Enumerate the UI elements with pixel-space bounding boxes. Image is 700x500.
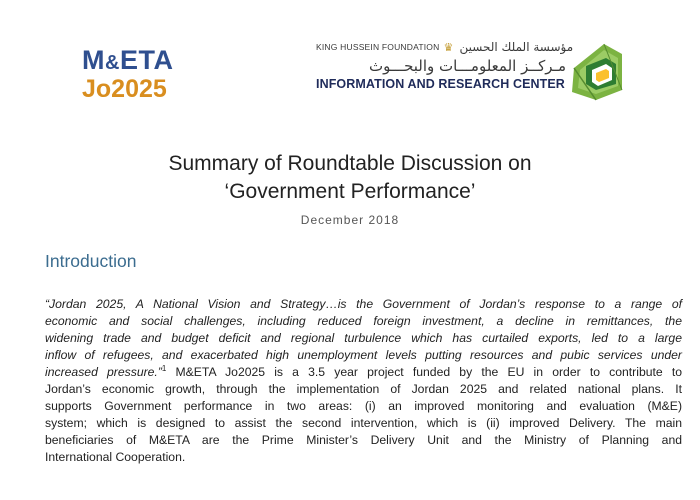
paragraph-line: widening trade and budget deficit and regional turbulence which has curtailed exports, led to a large <box>45 331 682 345</box>
document-title-line1: Summary of Roundtable Discussion on <box>168 152 532 175</box>
khf-irc-logo <box>316 40 574 91</box>
crown-icon: ♛ <box>443 41 454 54</box>
khf-name-en: KING HUSSEIN FOUNDATION <box>316 42 440 52</box>
paragraph-line: “Jordan 2025, A National Vision and Strategy…is the Government of Jordan’s response to a range of <box>45 297 682 311</box>
quote-end: increased pressure.” <box>45 365 162 379</box>
meta-logo-line1: M&ETA <box>82 45 174 75</box>
document-title-line2: ‘Government Performance’ <box>224 180 476 203</box>
section-heading-introduction: Introduction <box>45 251 137 271</box>
meta-logo-line2: Jo2025 <box>82 75 167 103</box>
paragraph-line: International Cooperation. <box>45 450 186 464</box>
paragraph-line: Jordan’s economic growth, through the implementation of Jordan 2025 and related national plans. It <box>45 382 682 396</box>
meta-jo2025-logo <box>82 47 173 102</box>
irc-emblem-icon <box>566 40 624 102</box>
introduction-paragraph <box>45 296 682 466</box>
paragraph-line: supports Government performance in two areas: (i) an improved monitoring and evaluation (M&E) <box>45 399 682 413</box>
irc-name-ar: مـركــز المعلومـــات والبحـــوث <box>369 57 566 75</box>
paragraph-line: system; which is designed to assist the second intervention, which is (ii) improved Delivery. The main <box>45 416 682 430</box>
document-date: December 2018 <box>300 213 400 227</box>
paragraph-line <box>45 364 682 381</box>
paragraph-line-rest: M&ETA Jo2025 is a 3.5 year project funded by the EU in order to contribute to <box>166 365 683 379</box>
paragraph-line: beneficiaries of M&ETA are the Prime Minister’s Delivery Unit and the Ministry of Planning and <box>45 433 682 447</box>
khf-name-ar: مؤسسة الملك الحسين <box>459 40 574 54</box>
paragraph-line: inflow of refugees, and exacerbated high unemployment levels putting resources and pubic services under <box>45 348 682 362</box>
footnote-marker[interactable]: 1 <box>161 363 167 373</box>
irc-name-en: INFORMATION AND RESEARCH CENTER <box>316 77 565 91</box>
paragraph-line: economic and social challenges, including reduced foreign investment, a decline in remittances, the <box>45 314 682 328</box>
